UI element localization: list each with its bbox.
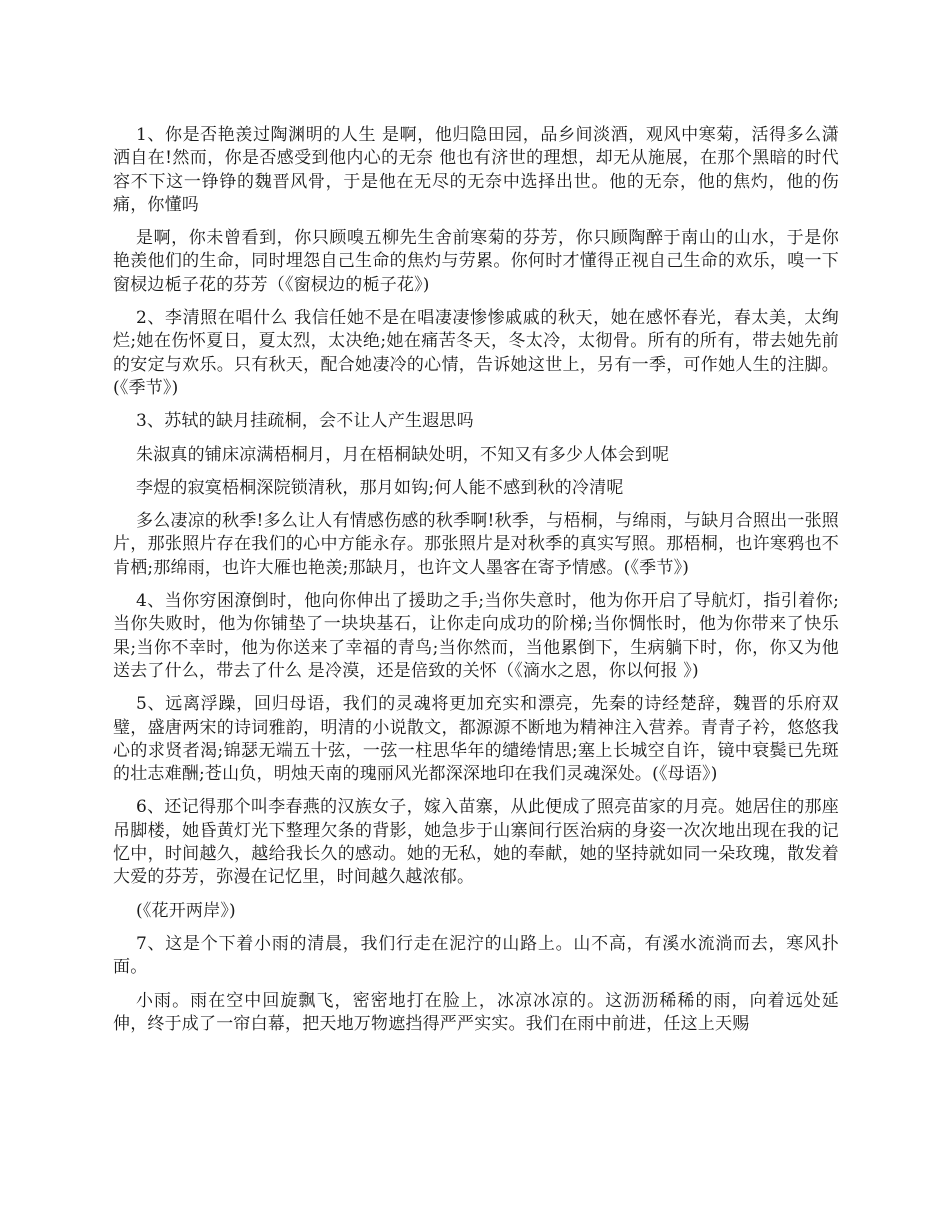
paragraph-13: 小雨。雨在空中回旋飘飞，密密地打在脸上，冰凉冰凉的。这沥沥稀稀的雨，向着远处延伸，终于成了一帘白幕，把天地万物遮挡得严严实实。我们在雨中前进，任这上天赐 <box>113 990 839 1034</box>
paragraph-1: 1、你是否艳羡过陶渊明的人生 是啊，他归隐田园，品乡间淡酒，观风中寒菊，活得多么潇洒自在!然而，你是否感受到他内心的无奈 他也有济世的理想，却无从施展，在那个黑暗的时代容不下这一铮铮的魏晋风骨，于是他在无尽的无奈中选择出世。他的无奈，他的焦灼，他的伤痛，你懂吗 <box>113 125 839 215</box>
paragraph-9: 5、远离浮躁，回归母语，我们的灵魂将更加充实和漂亮，先秦的诗经楚辞，魏晋的乐府双璧，盛唐两宋的诗词雅韵，明清的小说散文，都源源不断地为精神注入营养。青青子衿，悠悠我心的求贤者渴;锦瑟无端五十弦，一弦一柱思华年的缱绻情思;塞上长城空自许，镜中衰鬓已先斑的壮志难酬;苍山负，明烛天南的瑰丽风光都深深地印在我们灵魂深处。(《母语》) <box>113 694 839 785</box>
paragraph-7: 多么凄凉的秋季!多么让人有情感伤感的秋季啊!秋季，与梧桐，与绵雨，与缺月合照出一张照片，那张照片存在我们的心中方能永存。那张照片是对秋季的真实写照。那梧桐，也许寒鸦也不肯栖;那绵雨，也许大雁也艳羡;那缺月，也许文人墨客在寄予情感。(《季节》) <box>113 511 839 578</box>
document-body <box>113 124 839 1046</box>
paragraph-5: 朱淑真的铺床凉满梧桐月，月在梧桐缺处明，不知又有多少人体会到呢 <box>136 444 670 465</box>
paragraph-2: 是啊，你未曾看到，你只顾嗅五柳先生舍前寒菊的芬芳，你只顾陶醉于南山的山水，于是你艳羡他们的生命，同时埋怨自己生命的焦灼与劳累。你何时才懂得正视自己生命的欢乐，嗅一下窗棂边栀子花的芬芳（《窗棂边的栀子花》) <box>113 228 839 295</box>
paragraph-12: 7、这是个下着小雨的清晨，我们行走在泥泞的山路上。山不高，有溪水流淌而去，寒风扑面。 <box>113 933 839 978</box>
paragraph-3: 2、李清照在唱什么 我信任她不是在唱凄凄惨惨戚戚的秋天，她在感怀春光，春太美，太绚烂;她在伤怀夏日，夏太烈，太决绝;她在痛苦冬天，冬太冷，太彻骨。所有的所有，带去她先前的安定与欢乐。只有秋天，配合她凄冷的心情，告诉她这世上，另有一季，可作她人生的注脚。(《季节》) <box>113 308 839 398</box>
paragraph-11: (《花开两岸》) <box>136 900 236 921</box>
paragraph-10: 6、还记得那个叫李春燕的汉族女子，嫁入苗寨，从此便成了照亮苗家的月亮。她居住的那座吊脚楼，她昏黄灯光下整理欠条的背影，她急步于山寨间行医治病的身姿一次次地出现在我的记忆中，时间越久，越给我长久的感动。她的无私，她的奉献，她的坚持就如同一朵玫瑰，散发着大爱的芬芳，弥漫在记忆里，时间越久越浓郁。 <box>113 797 839 888</box>
paragraph-4: 3、苏轼的缺月挂疏桐，会不让人产生遐思吗 <box>136 411 474 432</box>
paragraph-6: 李煜的寂寞梧桐深院锁清秋，那月如钩;何人能不感到秋的冷清呢 <box>136 477 624 498</box>
paragraph-8: 4、当你穷困潦倒时，他向你伸出了援助之手;当你失意时，他为你开启了导航灯，指引着你;当你失败时，他为你铺垫了一块块基石，让你走向成功的阶梯;当你惆怅时，他为你带来了快乐果;当你不幸时，他为你送来了幸福的青鸟;当你然而，当他累倒下，生病躺下时，你，你又为他送去了什么，带去了什么 是冷漠，还是倍致的关怀（《滴水之恩，你以何报 》) <box>113 591 839 681</box>
